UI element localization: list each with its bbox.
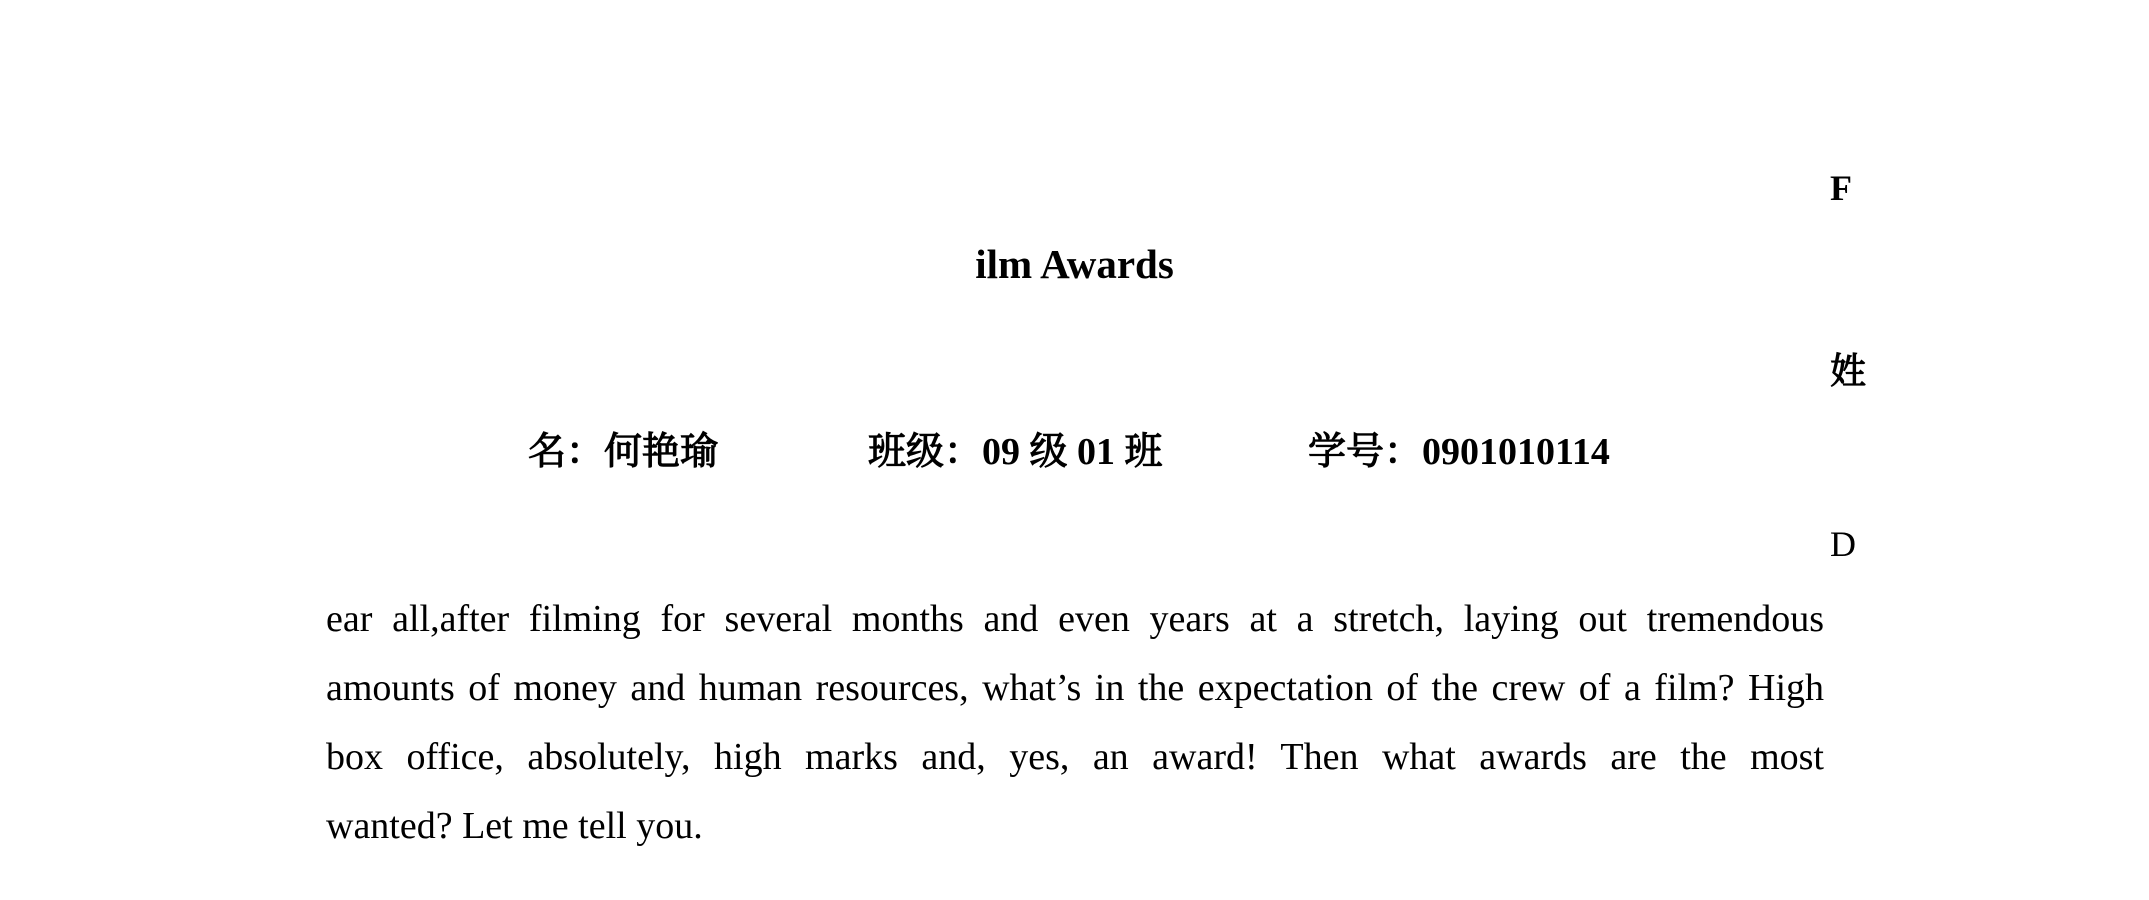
body-line: wanted? Let me tell you. [326,805,703,847]
body-line: box office, absolutely, high marks and, yes, an award! Then what awards are the most [326,736,1824,778]
student-name: 名：何艳瑜 [528,431,719,473]
body-line: amounts of money and human resources, what’s in the expectation of the crew of a film? High [326,667,1824,709]
student-id: 学号：0901010114 [1308,431,1610,473]
name-dropcap: 姓 [1830,351,1867,392]
student-class: 班级：09 级 01 班 [868,431,1163,473]
title-text: ilm Awards [975,241,1174,287]
body-line: ear all,after filming for several months and even years at a stretch, laying out tremendous [326,598,1824,640]
document-title [0,240,2149,288]
body-dropcap: D [1830,524,1856,564]
body-paragraph [326,585,1824,861]
title-dropcap: F [1830,168,1852,208]
